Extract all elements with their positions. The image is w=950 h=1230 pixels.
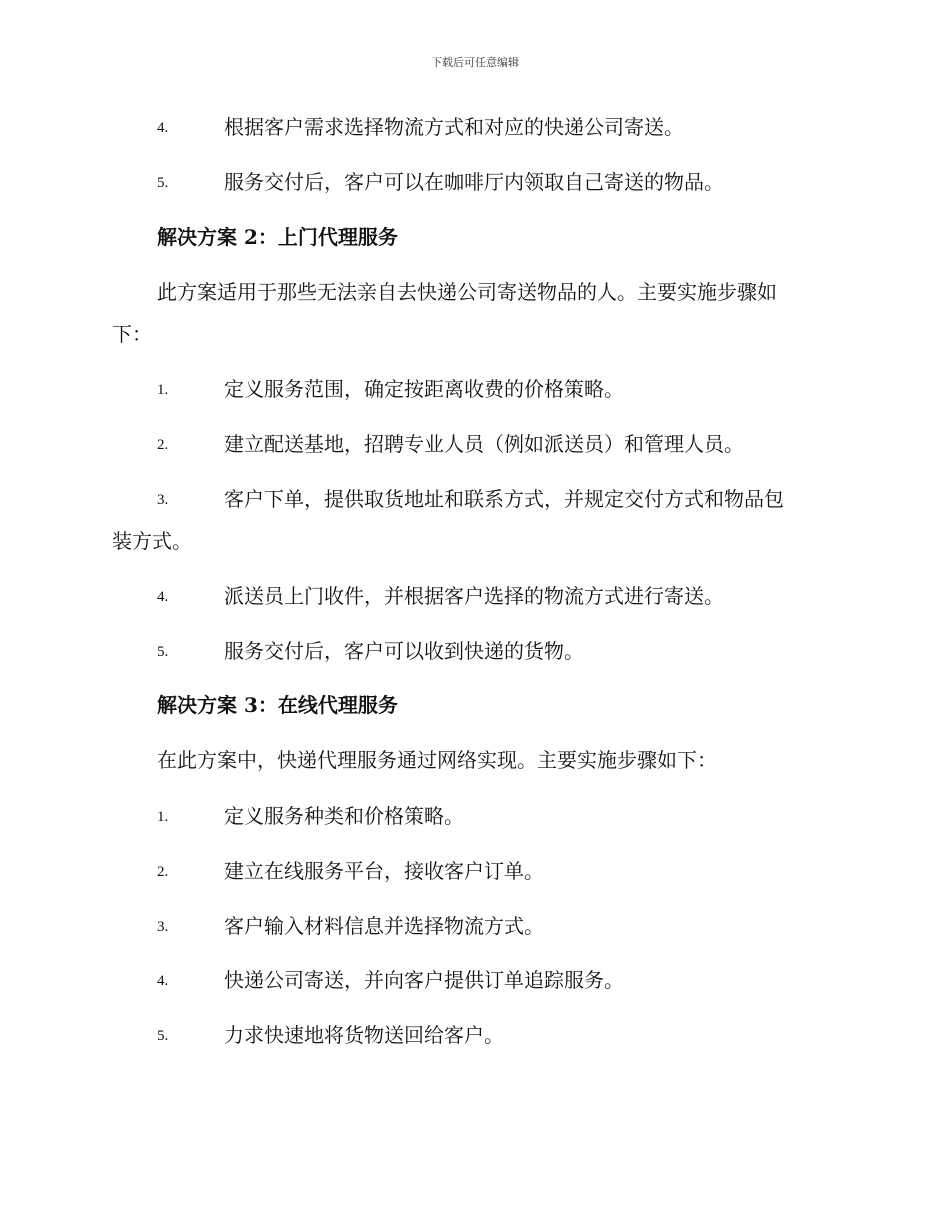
list-number: 4. xyxy=(157,973,169,989)
section-heading: 解决方案 2：上门代理服务 xyxy=(157,225,398,249)
paragraph-text: 此方案适用于那些无法亲自去快递公司寄送物品的人。主要实施步骤如 xyxy=(157,280,777,304)
list-item-text: 客户输入材料信息并选择物流方式。 xyxy=(224,914,544,938)
list-item-text: 定义服务范围，确定按距离收费的价格策略。 xyxy=(224,377,624,401)
page-header: 下载后可任意编辑 xyxy=(431,56,519,69)
list-item-text: 建立在线服务平台，接收客户订单。 xyxy=(224,859,544,883)
list-item-text: 建立配送基地，招聘专业人员（例如派送员）和管理人员。 xyxy=(224,432,744,456)
list-item-text: 根据客户需求选择物流方式和对应的快递公司寄送。 xyxy=(224,115,684,139)
list-item-text: 服务交付后，客户可以在咖啡厅内领取自己寄送的物品。 xyxy=(224,170,724,194)
list-item-text: 定义服务种类和价格策略。 xyxy=(224,804,464,828)
list-item-text: 服务交付后，客户可以收到快递的货物。 xyxy=(224,639,584,663)
list-number: 4. xyxy=(157,120,169,136)
paragraph-text: 下： xyxy=(112,322,152,346)
list-item-continuation: 装方式。 xyxy=(112,529,192,553)
list-item-text: 客户下单，提供取货地址和联系方式，并规定交付方式和物品包 xyxy=(224,487,784,511)
list-item-text: 快递公司寄送，并向客户提供订单追踪服务。 xyxy=(224,968,624,992)
list-item-text: 力求快速地将货物送回给客户。 xyxy=(224,1023,504,1047)
section-heading: 解决方案 3：在线代理服务 xyxy=(157,693,398,717)
list-number: 5. xyxy=(157,644,169,660)
list-number: 5. xyxy=(157,175,169,191)
list-number: 1. xyxy=(157,809,169,825)
list-number: 5. xyxy=(157,1028,169,1044)
list-number: 3. xyxy=(157,919,169,935)
list-number: 3. xyxy=(157,492,169,508)
list-number: 2. xyxy=(157,437,169,453)
list-number: 2. xyxy=(157,864,169,880)
list-item-text: 派送员上门收件，并根据客户选择的物流方式进行寄送。 xyxy=(224,584,724,608)
paragraph-text: 在此方案中，快递代理服务通过网络实现。主要实施步骤如下： xyxy=(157,748,717,772)
list-number: 4. xyxy=(157,589,169,605)
list-number: 1. xyxy=(157,382,169,398)
